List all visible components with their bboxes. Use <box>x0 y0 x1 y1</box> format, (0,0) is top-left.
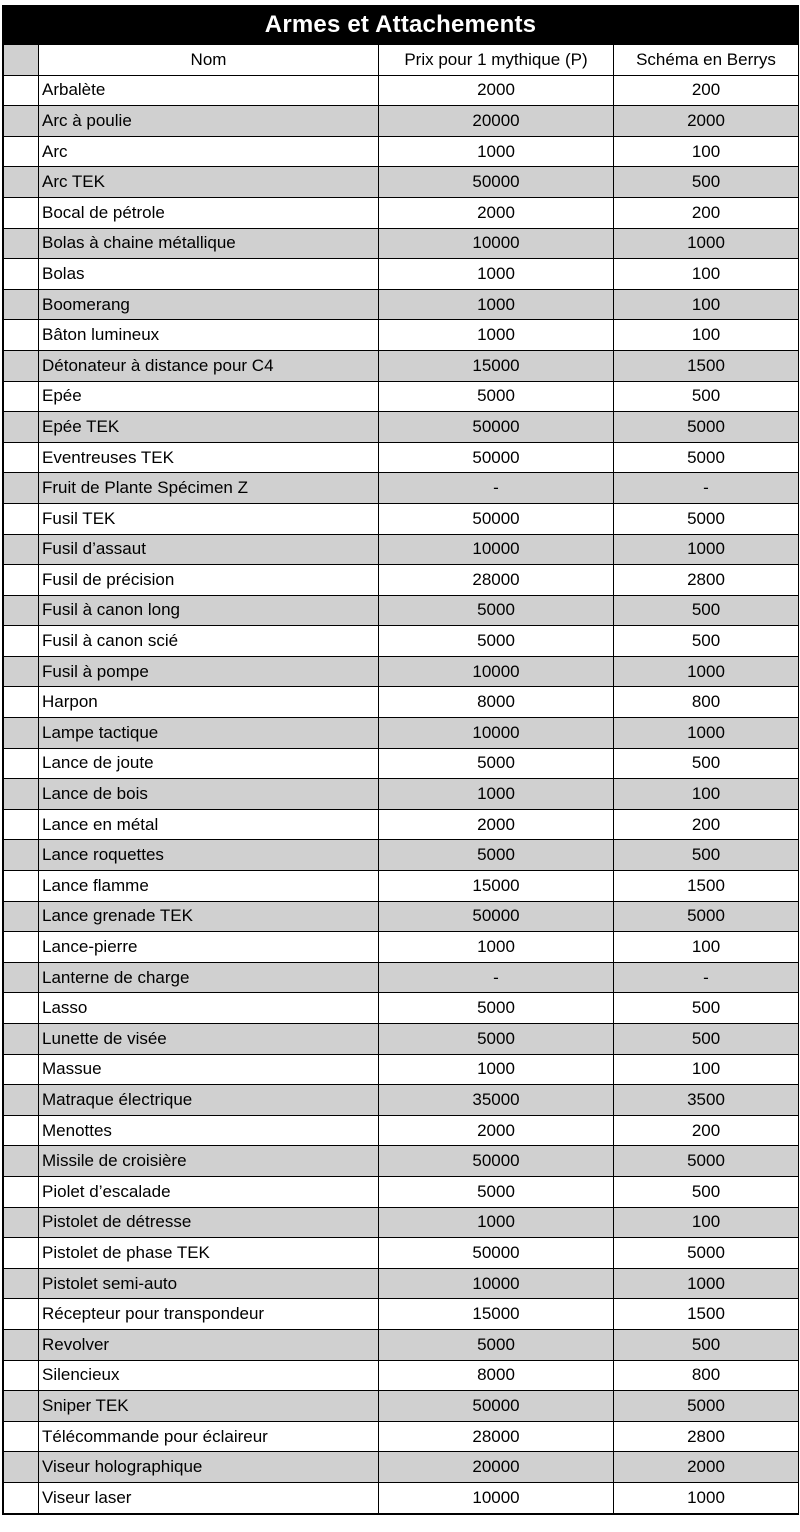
row-name: Sniper TEK <box>39 1391 379 1422</box>
row-blank-cell <box>4 840 39 871</box>
row-name: Lance de bois <box>39 779 379 810</box>
row-name: Silencieux <box>39 1360 379 1391</box>
row-blank-cell <box>4 197 39 228</box>
row-schema: 1000 <box>614 656 799 687</box>
row-price: 2000 <box>379 197 614 228</box>
row-schema: 2000 <box>614 1452 799 1483</box>
table-row <box>4 1421 799 1452</box>
row-price: 50000 <box>379 167 614 198</box>
row-price: 1000 <box>379 1207 614 1238</box>
row-blank-cell <box>4 1452 39 1483</box>
row-price: 5000 <box>379 1176 614 1207</box>
row-name: Boomerang <box>39 289 379 320</box>
row-schema: 500 <box>614 1176 799 1207</box>
row-price: 5000 <box>379 748 614 779</box>
row-blank-cell <box>4 136 39 167</box>
row-blank-cell <box>4 993 39 1024</box>
row-name: Détonateur à distance pour C4 <box>39 350 379 381</box>
row-price: 5000 <box>379 626 614 657</box>
row-schema: 800 <box>614 687 799 718</box>
row-name: Epée <box>39 381 379 412</box>
row-price: 15000 <box>379 350 614 381</box>
row-blank-cell <box>4 259 39 290</box>
row-price: 10000 <box>379 228 614 259</box>
row-schema: 100 <box>614 779 799 810</box>
table-row <box>4 1024 799 1055</box>
table-row <box>4 320 799 351</box>
row-price: 1000 <box>379 1054 614 1085</box>
row-schema: 1500 <box>614 1299 799 1330</box>
row-price: 50000 <box>379 442 614 473</box>
row-schema: 500 <box>614 1024 799 1055</box>
row-schema: 3500 <box>614 1085 799 1116</box>
row-price: 5000 <box>379 993 614 1024</box>
row-blank-cell <box>4 1391 39 1422</box>
price-sheet <box>2 5 799 1515</box>
table-row <box>4 779 799 810</box>
table-row <box>4 228 799 259</box>
row-blank-cell <box>4 962 39 993</box>
row-schema: 1500 <box>614 350 799 381</box>
row-price: 50000 <box>379 503 614 534</box>
row-price: - <box>379 473 614 504</box>
table-row <box>4 871 799 902</box>
row-blank-cell <box>4 871 39 902</box>
table-row <box>4 1268 799 1299</box>
row-price: 50000 <box>379 412 614 443</box>
table-row <box>4 626 799 657</box>
row-price: 50000 <box>379 1391 614 1422</box>
row-name: Fusil à canon long <box>39 595 379 626</box>
row-price: 2000 <box>379 1115 614 1146</box>
row-price: 2000 <box>379 75 614 106</box>
row-name: Lanterne de charge <box>39 962 379 993</box>
row-schema: 200 <box>614 809 799 840</box>
row-price: 5000 <box>379 840 614 871</box>
row-name: Viseur laser <box>39 1482 379 1513</box>
table-row <box>4 1054 799 1085</box>
row-price: 10000 <box>379 1482 614 1513</box>
row-blank-cell <box>4 534 39 565</box>
table-row <box>4 289 799 320</box>
row-blank-cell <box>4 1482 39 1513</box>
row-name: Bâton lumineux <box>39 320 379 351</box>
table-row <box>4 75 799 106</box>
row-blank-cell <box>4 1360 39 1391</box>
table-row <box>4 106 799 137</box>
table-row <box>4 1391 799 1422</box>
row-blank-cell <box>4 412 39 443</box>
row-price: 20000 <box>379 1452 614 1483</box>
row-schema: 200 <box>614 197 799 228</box>
row-price: 10000 <box>379 718 614 749</box>
row-blank-cell <box>4 381 39 412</box>
row-price: 50000 <box>379 1146 614 1177</box>
row-name: Arbalète <box>39 75 379 106</box>
row-price: 10000 <box>379 534 614 565</box>
row-price: - <box>379 962 614 993</box>
row-schema: 100 <box>614 259 799 290</box>
row-blank-cell <box>4 320 39 351</box>
row-name: Massue <box>39 1054 379 1085</box>
row-name: Matraque électrique <box>39 1085 379 1116</box>
row-schema: 1000 <box>614 1268 799 1299</box>
row-schema: 1000 <box>614 228 799 259</box>
row-price: 15000 <box>379 871 614 902</box>
row-price: 20000 <box>379 106 614 137</box>
row-price: 50000 <box>379 1238 614 1269</box>
row-name: Revolver <box>39 1329 379 1360</box>
row-name: Fusil TEK <box>39 503 379 534</box>
table-row <box>4 1085 799 1116</box>
table-row <box>4 565 799 596</box>
table-row <box>4 1115 799 1146</box>
row-price: 10000 <box>379 1268 614 1299</box>
row-blank-cell <box>4 718 39 749</box>
table-row <box>4 136 799 167</box>
row-price: 5000 <box>379 1024 614 1055</box>
table-row <box>4 962 799 993</box>
row-schema: 800 <box>614 1360 799 1391</box>
row-schema: 2800 <box>614 565 799 596</box>
row-name: Arc <box>39 136 379 167</box>
row-name: Bolas <box>39 259 379 290</box>
row-schema: 100 <box>614 1207 799 1238</box>
table-row <box>4 350 799 381</box>
header-schema: Schéma en Berrys <box>614 45 799 76</box>
row-schema: 1000 <box>614 718 799 749</box>
table-row <box>4 1146 799 1177</box>
sheet-title: Armes et Attachements <box>3 6 798 44</box>
row-name: Fruit de Plante Spécimen Z <box>39 473 379 504</box>
table-row <box>4 1360 799 1391</box>
row-blank-cell <box>4 748 39 779</box>
row-price: 1000 <box>379 136 614 167</box>
row-schema: 500 <box>614 748 799 779</box>
row-name: Pistolet semi-auto <box>39 1268 379 1299</box>
row-name: Lance-pierre <box>39 932 379 963</box>
row-name: Télécommande pour éclaireur <box>39 1421 379 1452</box>
table-row <box>4 687 799 718</box>
row-name: Lance de joute <box>39 748 379 779</box>
table-row <box>4 1238 799 1269</box>
row-name: Fusil d’assaut <box>39 534 379 565</box>
price-table <box>3 44 799 1514</box>
row-name: Menottes <box>39 1115 379 1146</box>
row-blank-cell <box>4 932 39 963</box>
row-schema: 2000 <box>614 106 799 137</box>
row-name: Bolas à chaine métallique <box>39 228 379 259</box>
row-blank-cell <box>4 656 39 687</box>
row-blank-cell <box>4 595 39 626</box>
table-row <box>4 503 799 534</box>
row-schema: 100 <box>614 136 799 167</box>
row-schema: 100 <box>614 289 799 320</box>
row-blank-cell <box>4 1176 39 1207</box>
row-name: Viseur holographique <box>39 1452 379 1483</box>
row-blank-cell <box>4 75 39 106</box>
row-blank-cell <box>4 565 39 596</box>
table-row <box>4 718 799 749</box>
table-row <box>4 993 799 1024</box>
row-blank-cell <box>4 1268 39 1299</box>
row-name: Fusil de précision <box>39 565 379 596</box>
table-row <box>4 1482 799 1513</box>
row-schema: 500 <box>614 167 799 198</box>
row-schema: 500 <box>614 1329 799 1360</box>
row-price: 1000 <box>379 259 614 290</box>
row-schema: 1500 <box>614 871 799 902</box>
table-row <box>4 656 799 687</box>
row-blank-cell <box>4 1421 39 1452</box>
table-row <box>4 932 799 963</box>
row-blank-cell <box>4 1238 39 1269</box>
table-row <box>4 1176 799 1207</box>
row-name: Lunette de visée <box>39 1024 379 1055</box>
row-name: Lance en métal <box>39 809 379 840</box>
table-row <box>4 1329 799 1360</box>
row-name: Arc TEK <box>39 167 379 198</box>
row-schema: 1000 <box>614 534 799 565</box>
row-schema: 5000 <box>614 442 799 473</box>
row-blank-cell <box>4 901 39 932</box>
table-row <box>4 1452 799 1483</box>
header-price: Prix pour 1 mythique (P) <box>379 45 614 76</box>
row-price: 2000 <box>379 809 614 840</box>
row-schema: 2800 <box>614 1421 799 1452</box>
table-body <box>4 75 799 1513</box>
row-name: Missile de croisière <box>39 1146 379 1177</box>
row-blank-cell <box>4 167 39 198</box>
row-price: 28000 <box>379 565 614 596</box>
row-price: 8000 <box>379 1360 614 1391</box>
row-price: 1000 <box>379 320 614 351</box>
row-blank-cell <box>4 626 39 657</box>
row-schema: 200 <box>614 75 799 106</box>
table-row <box>4 1299 799 1330</box>
row-blank-cell <box>4 1146 39 1177</box>
row-name: Harpon <box>39 687 379 718</box>
row-schema: 5000 <box>614 901 799 932</box>
row-blank-cell <box>4 1115 39 1146</box>
row-blank-cell <box>4 473 39 504</box>
row-name: Bocal de pétrole <box>39 197 379 228</box>
row-name: Arc à poulie <box>39 106 379 137</box>
row-price: 8000 <box>379 687 614 718</box>
table-row <box>4 748 799 779</box>
table-row <box>4 595 799 626</box>
row-blank-cell <box>4 1085 39 1116</box>
table-row <box>4 840 799 871</box>
row-blank-cell <box>4 687 39 718</box>
row-blank-cell <box>4 106 39 137</box>
row-price: 1000 <box>379 779 614 810</box>
table-row <box>4 1207 799 1238</box>
row-price: 35000 <box>379 1085 614 1116</box>
row-price: 28000 <box>379 1421 614 1452</box>
row-name: Piolet d’escalade <box>39 1176 379 1207</box>
row-schema: 5000 <box>614 412 799 443</box>
row-blank-cell <box>4 1054 39 1085</box>
row-schema: 200 <box>614 1115 799 1146</box>
table-row <box>4 197 799 228</box>
table-row <box>4 473 799 504</box>
row-blank-cell <box>4 779 39 810</box>
row-blank-cell <box>4 289 39 320</box>
row-schema: 500 <box>614 840 799 871</box>
row-schema: 500 <box>614 993 799 1024</box>
table-row <box>4 534 799 565</box>
row-price: 5000 <box>379 381 614 412</box>
row-name: Pistolet de détresse <box>39 1207 379 1238</box>
row-name: Fusil à canon scié <box>39 626 379 657</box>
row-blank-cell <box>4 503 39 534</box>
row-name: Lasso <box>39 993 379 1024</box>
row-price: 1000 <box>379 932 614 963</box>
header-name: Nom <box>39 45 379 76</box>
row-schema: 500 <box>614 626 799 657</box>
row-schema: 1000 <box>614 1482 799 1513</box>
row-blank-cell <box>4 442 39 473</box>
row-schema: - <box>614 962 799 993</box>
row-blank-cell <box>4 1207 39 1238</box>
row-blank-cell <box>4 1299 39 1330</box>
row-schema: 500 <box>614 595 799 626</box>
table-row <box>4 809 799 840</box>
row-name: Lance roquettes <box>39 840 379 871</box>
row-name: Récepteur pour transpondeur <box>39 1299 379 1330</box>
row-blank-cell <box>4 228 39 259</box>
row-name: Lampe tactique <box>39 718 379 749</box>
row-name: Epée TEK <box>39 412 379 443</box>
row-name: Pistolet de phase TEK <box>39 1238 379 1269</box>
table-row <box>4 442 799 473</box>
row-schema: 500 <box>614 381 799 412</box>
row-name: Lance flamme <box>39 871 379 902</box>
row-schema: 5000 <box>614 503 799 534</box>
row-schema: 100 <box>614 932 799 963</box>
table-row <box>4 167 799 198</box>
table-row <box>4 412 799 443</box>
row-schema: 5000 <box>614 1238 799 1269</box>
row-price: 5000 <box>379 1329 614 1360</box>
row-price: 15000 <box>379 1299 614 1330</box>
row-schema: 100 <box>614 1054 799 1085</box>
row-name: Eventreuses TEK <box>39 442 379 473</box>
row-price: 1000 <box>379 289 614 320</box>
table-row <box>4 259 799 290</box>
row-blank-cell <box>4 350 39 381</box>
row-schema: 5000 <box>614 1391 799 1422</box>
row-schema: 5000 <box>614 1146 799 1177</box>
row-blank-cell <box>4 809 39 840</box>
header-blank-cell <box>4 45 39 76</box>
row-price: 10000 <box>379 656 614 687</box>
row-price: 5000 <box>379 595 614 626</box>
row-schema: - <box>614 473 799 504</box>
table-row <box>4 381 799 412</box>
row-schema: 100 <box>614 320 799 351</box>
row-name: Fusil à pompe <box>39 656 379 687</box>
row-price: 50000 <box>379 901 614 932</box>
row-blank-cell <box>4 1024 39 1055</box>
row-name: Lance grenade TEK <box>39 901 379 932</box>
row-blank-cell <box>4 1329 39 1360</box>
table-row <box>4 901 799 932</box>
header-row <box>4 45 799 76</box>
